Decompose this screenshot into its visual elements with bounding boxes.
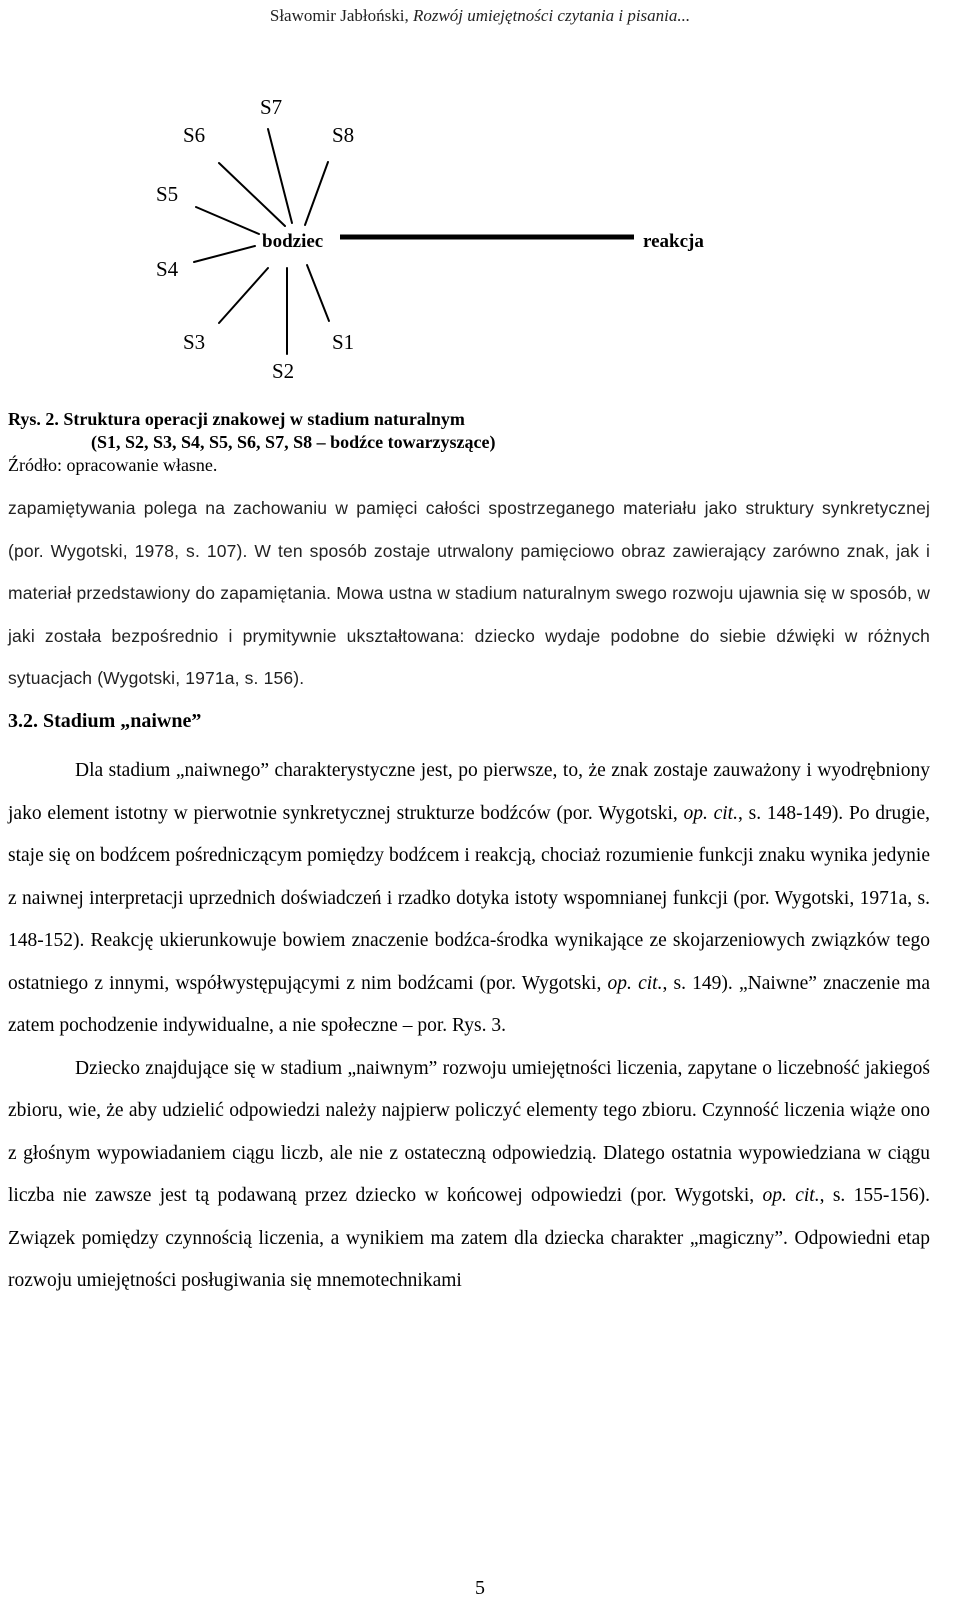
line-s4 (194, 246, 255, 262)
figure-diagram (0, 0, 960, 410)
paragraph-2-part-c: , s. 149). „Naiwne” znaczenie ma zatem pochodzenie indywidualne, a nie społeczne – por. Rys. 3. (8, 972, 930, 1036)
body-text (8, 487, 930, 1303)
paragraph-2-italic-1: op. cit. (683, 802, 738, 824)
caption-note: (S1, S2, S3, S4, S5, S6, S7, S8 – bodźce towarzyszące) (91, 432, 496, 452)
label-s5: S5 (156, 182, 179, 206)
header-author: Sławomir Jabłoński, (269, 6, 413, 25)
paragraph-2-part-b: , s. 148-149). Po drugie, staje się on bodźcem pośredniczącym pomiędzy bodźcem i reakcją, chociaż rozumienie funkcji znaku wynika jedynie z naiwnej interpretacji uprzednich doświadczeń i rzadko dotyka istoty wspomnianej funkcji (por. Wygotski, 1971a, s. 148-152). Reakcję ukierunkowuje bowiem znaczenie bodźca-środka wynikające ze skojarzeniowych związków tego ostatniego z innymi, współwystępującymi z nim bodźcami (por. Wygotski, (8, 802, 930, 994)
label-s3: S3 (183, 330, 206, 354)
caption-number: Rys. 2. (8, 409, 59, 429)
paragraph-3 (8, 1048, 930, 1303)
paragraph-1-part-b: W ten sposób zostaje utrwalony pamięciowo obraz zawierający zarówno znak, jak i materiał przedstawiony do zapamiętania. Mowa ustna w stadium naturalnym swego rozwoju ujawnia się w sposób, w jaki została bezpośrednio i prymitywnie ukształtowana: dziecko wydaje podobne do siebie dźwięki w różnych sytuacjach (Wygotski, 1971a, s. 156). (8, 540, 930, 688)
label-stimulus: bodziec (262, 231, 324, 252)
line-s3 (219, 268, 268, 323)
caption-title: Struktura operacji znakowej w stadium naturalnym (63, 409, 465, 429)
label-s1: S1 (332, 330, 355, 354)
diagram-lines (0, 0, 960, 410)
label-reaction: reakcja (643, 231, 704, 252)
line-s7 (268, 129, 292, 223)
caption-source: Źródło: opracowanie własne. (8, 455, 218, 475)
paragraph-2-italic-2: op. cit. (607, 972, 663, 994)
paragraph-2-part-a: Dla stadium „naiwnego” charakterystyczne jest, po pierwsze, to, że znak zostaje zauważony i wyodrębniony jako element istotny w pierwotnie synkretycznej strukturze bodźców (por. Wygotski, (8, 760, 930, 824)
label-s6: S6 (183, 123, 206, 147)
paragraph-1-part-a: zapamiętywania polega na zachowaniu w pamięci całości spostrzeganego materiału jako struktury synkretycznej (por. Wygotski, 1978, s. 107). (8, 498, 930, 561)
page-number: 5 (475, 1577, 485, 1599)
paragraph-2 (8, 750, 930, 1048)
paragraph-3-part-a: Dziecko znajdujące się w stadium „naiwnym” rozwoju umiejętności liczenia, zapytane o liczebność jakiegoś zbioru, wie, że aby udzielić odpowiedzi należy najpierw policzyć elementy tego zbioru. Czynność liczenia wiąże ono z głośnym wypowiadaniem ciągu liczb, ale nie z ostateczną odpowiedzią. Dlatego ostatnia wypowiedziana w ciągu liczba nie zawsze jest tą podawaną przez dziecko w końcowej odpowiedzi (por. Wygotski, (8, 1057, 930, 1206)
paragraph-3-italic: op. cit. (762, 1185, 820, 1206)
label-s2: S2 (272, 359, 295, 383)
section-heading: 3.2. Stadium „naiwne” (8, 709, 202, 732)
line-s8 (305, 162, 328, 225)
label-s4: S4 (156, 257, 179, 281)
line-s5 (196, 207, 259, 234)
header-book-title: Rozwój umiejętności czytania i pisania... (412, 6, 691, 25)
figure-caption (8, 408, 496, 477)
label-s7: S7 (260, 95, 283, 119)
paragraph-1 (8, 487, 930, 700)
line-s6 (219, 163, 285, 226)
caption-title-line (8, 408, 496, 431)
line-s1 (307, 265, 329, 321)
paragraph-3-part-b: , s. 155-156). Związek pomiędzy czynnością liczenia, a wynikiem ma zatem dla dziecka charakter „magiczny”. Odpowiedni etap rozwoju umiejętności posługiwania się mnemotechnikami (8, 1185, 930, 1291)
label-s8: S8 (332, 123, 355, 147)
